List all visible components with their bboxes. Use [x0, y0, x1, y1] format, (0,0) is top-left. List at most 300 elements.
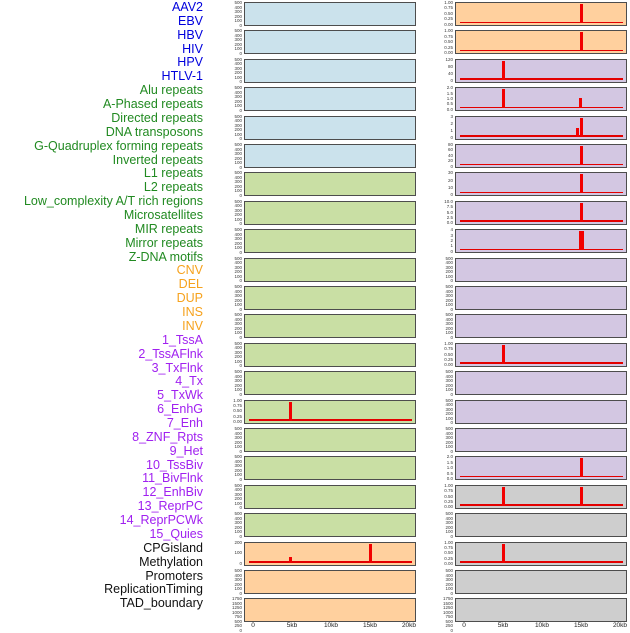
x-axis-label-col2-20kb: 20kb [612, 622, 628, 629]
y-tick-label: 400 [234, 203, 242, 209]
y-tick-label: 30 [447, 170, 453, 176]
y-tick-label: 500 [234, 511, 242, 517]
density-spike [369, 544, 372, 563]
row-label-7-enh: 7_Enh [166, 415, 203, 430]
y-tick-label: 300 [234, 520, 242, 526]
density-spike [502, 544, 505, 563]
y-tick-label: 20 [447, 177, 453, 183]
y-tick-label: 0 [239, 221, 242, 227]
y-tick-label: 40 [447, 71, 453, 77]
y-tick-label: 500 [234, 255, 242, 261]
density-baseline [460, 192, 623, 194]
y-tick-label: 100 [445, 444, 453, 449]
y-axis-ticks-hiv [210, 86, 242, 112]
row-label-mirror-repeats: Mirror repeats [125, 235, 203, 250]
y-tick-label: 500 [234, 113, 242, 119]
y-tick-label: 1000 [442, 609, 453, 615]
y-tick-label: 0.75 [444, 5, 453, 11]
y-tick-label: 200 [234, 269, 242, 275]
y-tick-label: 0 [239, 627, 242, 633]
density-track-5-txwk [455, 172, 627, 196]
y-axis-ticks-alu-repeats [210, 171, 242, 197]
row-label-12-enhbiv: 12_EnhBiv [142, 485, 203, 500]
density-track-12-enhbiv [455, 371, 627, 395]
y-tick-label: 0.25 [444, 44, 453, 50]
density-track-tad-boundary [455, 598, 627, 622]
row-label-8-znf-rpts: 8_ZNF_Rpts [132, 429, 203, 444]
y-tick-label: 60 [447, 147, 453, 153]
y-tick-label: 0.25 [233, 413, 242, 419]
y-tick-label: 400 [234, 89, 242, 95]
row-label-tad-boundary: TAD_boundary [119, 596, 203, 611]
y-axis-ticks-htlv-1 [210, 143, 242, 169]
y-tick-label: 200 [234, 155, 242, 161]
row-label-1-tssa: 1_TssA [162, 332, 203, 347]
y-tick-label: 500 [445, 397, 453, 403]
y-tick-label: 0.00 [444, 504, 453, 510]
density-baseline [460, 504, 623, 506]
y-tick-label: 100 [234, 131, 242, 137]
y-tick-label: 500 [234, 454, 242, 460]
density-baseline [460, 107, 623, 109]
density-baseline [460, 362, 623, 364]
y-tick-label: 200 [445, 439, 453, 445]
y-tick-label: 100 [234, 550, 242, 556]
y-tick-label: 300 [445, 435, 453, 440]
density-spike [580, 118, 583, 137]
y-tick-label: 250 [234, 623, 242, 629]
row-label-low-complexity-a-t-rich-regions: Low_complexity A/T rich regions [23, 194, 203, 209]
y-axis-ticks-6-enhg [421, 200, 453, 226]
y-tick-label: 2.0 [446, 85, 453, 91]
density-spike [502, 345, 505, 364]
y-tick-label: 300 [445, 406, 453, 412]
y-tick-label: 0 [450, 191, 453, 197]
y-tick-label: 0.25 [444, 498, 453, 504]
y-tick-label: 100 [234, 472, 242, 478]
y-tick-label: 500 [234, 340, 242, 346]
y-tick-label: 400 [234, 260, 242, 266]
y-tick-label: 0 [450, 278, 453, 284]
y-axis-ticks-1-tssa [421, 58, 453, 84]
y-tick-label: 0.5 [446, 101, 453, 107]
y-tick-label: 1.00 [444, 340, 453, 346]
y-tick-label: 0.75 [444, 544, 453, 550]
y-tick-label: 0.50 [444, 39, 453, 45]
y-tick-label: 400 [234, 316, 242, 322]
y-axis-ticks-7-enh [421, 228, 453, 254]
y-tick-label: 3 [450, 113, 453, 119]
y-tick-label: 100 [234, 188, 242, 194]
y-tick-label: 1.00 [444, 539, 453, 545]
density-track-hiv [244, 87, 416, 111]
y-tick-label: 0 [239, 249, 242, 255]
y-tick-label: 100 [234, 387, 242, 393]
y-tick-label: 300 [234, 207, 242, 213]
density-baseline [460, 220, 623, 222]
y-tick-label: 300 [234, 293, 242, 298]
row-label-methylation: Methylation [139, 554, 203, 569]
y-tick-label: 100 [234, 586, 242, 591]
x-axis-label-col2-5kb: 5kb [497, 622, 509, 629]
y-tick-label: 0 [239, 50, 242, 56]
row-label-directed-repeats: Directed repeats [111, 110, 203, 125]
y-tick-label: 0.00 [444, 362, 453, 368]
y-tick-label: 0 [239, 79, 242, 85]
y-tick-label: 500 [234, 568, 242, 573]
y-tick-label: 1750 [442, 596, 453, 602]
density-baseline [460, 476, 623, 478]
y-tick-label: 200 [234, 467, 242, 473]
density-baseline [460, 50, 623, 52]
density-track-alu-repeats [244, 172, 416, 196]
y-tick-label: 200 [445, 411, 453, 417]
y-tick-label: 500 [234, 227, 242, 233]
y-tick-label: 500 [234, 312, 242, 318]
y-tick-label: 100 [445, 330, 453, 336]
y-axis-ticks-8-znf-rpts [421, 257, 453, 283]
y-tick-label: 0 [450, 420, 453, 426]
y-axis-ticks-hpv [210, 115, 242, 141]
y-tick-label: 1.00 [233, 397, 242, 403]
density-track-cpgisland [455, 485, 627, 509]
row-label-ins: INS [182, 305, 203, 320]
y-tick-label: 200 [234, 382, 242, 388]
y-tick-label: 200 [234, 297, 242, 303]
density-track-cnv [244, 542, 416, 566]
y-tick-label: 100 [445, 273, 453, 279]
y-tick-label: 500 [234, 284, 242, 289]
y-tick-label: 0.00 [444, 49, 453, 55]
density-track-low-complexity-a-t-rich-regions [244, 400, 416, 424]
y-tick-label: 300 [234, 463, 242, 469]
y-tick-label: 200 [445, 382, 453, 388]
y-tick-label: 500 [445, 284, 453, 289]
row-label-dna-transposons: DNA transposons [105, 124, 203, 139]
y-tick-label: 300 [234, 491, 242, 497]
y-tick-label: 500 [445, 255, 453, 261]
row-label-inverted-repeats: Inverted repeats [112, 152, 203, 167]
density-spike [289, 402, 292, 421]
y-tick-label: 100 [234, 444, 242, 449]
y-tick-label: 400 [445, 260, 453, 266]
density-baseline [460, 561, 623, 563]
y-axis-ticks-hbv [210, 58, 242, 84]
y-tick-label: 400 [234, 61, 242, 67]
density-spike [502, 487, 505, 506]
x-axis-label-col1-0: 0 [251, 622, 255, 629]
y-tick-label: 200 [445, 325, 453, 331]
y-tick-label: 1250 [442, 605, 453, 611]
y-tick-label: 0 [239, 448, 242, 454]
y-tick-label: 300 [445, 520, 453, 526]
y-tick-label: 500 [445, 511, 453, 517]
density-track-ins [455, 2, 627, 26]
y-axis-ticks-tad-boundary [421, 596, 453, 633]
density-spike [580, 203, 583, 222]
density-track-g-quadruplex-forming-repeats [244, 286, 416, 310]
y-tick-label: 500 [234, 426, 242, 431]
density-track-14-reprpcwk [455, 428, 627, 452]
y-tick-label: 0.25 [444, 555, 453, 561]
density-track-mirror-repeats [244, 485, 416, 509]
y-tick-label: 400 [234, 487, 242, 493]
density-baseline [460, 164, 623, 166]
y-tick-label: 400 [234, 146, 242, 152]
y-tick-label: 400 [234, 174, 242, 180]
row-label-hbv: HBV [177, 27, 203, 42]
y-tick-label: 2 [450, 120, 453, 126]
row-label-promoters: Promoters [145, 568, 203, 583]
y-tick-label: 400 [445, 402, 453, 408]
y-tick-label: 1.00 [444, 0, 453, 5]
y-tick-label: 200 [445, 581, 453, 587]
row-label-5-txwk: 5_TxWk [157, 388, 203, 403]
y-tick-label: 400 [234, 288, 242, 294]
y-tick-label: 0.75 [233, 402, 242, 408]
y-axis-ticks-4-tx [421, 143, 453, 169]
y-tick-label: 0.0 [446, 475, 453, 481]
row-label-mir-repeats: MIR repeats [134, 221, 203, 236]
y-tick-label: 200 [234, 354, 242, 360]
y-axis-ticks-microsatellites [210, 427, 242, 453]
density-track-hpv [244, 116, 416, 140]
y-tick-label: 200 [234, 212, 242, 218]
y-tick-label: 0.75 [444, 33, 453, 39]
y-tick-label: 120 [445, 56, 453, 62]
y-tick-label: 3 [450, 232, 453, 238]
y-tick-label: 0 [239, 278, 242, 284]
y-tick-label: 10 [447, 184, 453, 190]
row-label-11-bivflnk: 11_BivFlnk [142, 471, 203, 486]
y-tick-label: 300 [234, 94, 242, 100]
y-tick-label: 0 [450, 78, 453, 84]
y-tick-label: 100 [234, 46, 242, 52]
y-tick-label: 0.50 [233, 408, 242, 414]
y-tick-label: 300 [234, 349, 242, 355]
y-tick-label: 0.5 [446, 470, 453, 476]
y-axis-ticks-12-enhbiv [421, 370, 453, 396]
y-axis-ticks-promoters [421, 541, 453, 567]
y-tick-label: 200 [234, 183, 242, 189]
y-axis-ticks-15-quies [421, 455, 453, 481]
y-axis-ticks-aav2 [210, 1, 242, 27]
y-tick-label: 200 [234, 524, 242, 530]
y-tick-label: 200 [234, 496, 242, 502]
x-axis-label-col1-5kb: 5kb [286, 622, 298, 629]
y-tick-label: 100 [234, 245, 242, 251]
y-axis-ticks-3-txflnk [421, 115, 453, 141]
y-axis-ticks-dup [210, 596, 242, 633]
y-tick-label: 0.00 [444, 21, 453, 27]
y-tick-label: 1000 [231, 609, 242, 615]
y-tick-label: 0 [450, 135, 453, 141]
y-tick-label: 1750 [231, 596, 242, 602]
density-track-l1-repeats [244, 343, 416, 367]
row-label-cnv: CNV [176, 263, 203, 278]
y-tick-label: 300 [234, 37, 242, 43]
y-axis-ticks-cnv [210, 541, 242, 567]
y-tick-label: 0 [450, 533, 453, 539]
y-axis-ticks-11-bivflnk [421, 342, 453, 368]
y-tick-label: 300 [234, 179, 242, 185]
y-tick-label: 500 [445, 568, 453, 573]
y-tick-label: 100 [234, 529, 242, 535]
y-tick-label: 200 [234, 581, 242, 587]
density-track-a-phased-repeats [244, 201, 416, 225]
y-tick-label: 400 [234, 458, 242, 464]
density-baseline [460, 22, 623, 24]
y-axis-ticks-del [210, 569, 242, 595]
x-axis-label-col2-15kb: 15kb [573, 622, 589, 629]
y-tick-label: 0 [239, 561, 242, 567]
y-tick-label: 400 [234, 118, 242, 124]
y-tick-label: 0.50 [444, 351, 453, 357]
y-tick-label: 400 [445, 373, 453, 379]
y-tick-label: 300 [234, 435, 242, 440]
y-axis-ticks-g-quadruplex-forming-repeats [210, 285, 242, 311]
row-label-aav2: AAV2 [171, 0, 203, 14]
row-label-replicationtiming: ReplicationTiming [104, 582, 203, 597]
y-tick-label: 0 [450, 627, 453, 633]
y-axis-ticks-mir-repeats [210, 455, 242, 481]
y-tick-label: 1500 [442, 600, 453, 606]
y-tick-label: 100 [445, 529, 453, 535]
y-tick-label: 300 [445, 378, 453, 384]
y-tick-label: 0.25 [444, 356, 453, 362]
y-tick-label: 0.0 [446, 106, 453, 112]
y-tick-label: 100 [234, 273, 242, 279]
y-tick-label: 0 [239, 476, 242, 482]
y-axis-ticks-dna-transposons [210, 257, 242, 283]
row-label-l1-repeats: L1 repeats [143, 166, 203, 181]
density-spike [502, 61, 505, 80]
y-tick-label: 0.00 [444, 561, 453, 567]
row-label-15-quies: 15_Quies [149, 526, 203, 541]
density-track-2-tssaflnk [455, 87, 627, 111]
y-tick-label: 400 [445, 572, 453, 578]
y-tick-label: 200 [234, 41, 242, 47]
y-axis-ticks-10-tssbiv [421, 313, 453, 339]
row-label-2-tssaflnk: 2_TssAFlnk [138, 346, 203, 361]
density-track-hbv [244, 59, 416, 83]
y-tick-label: 400 [234, 430, 242, 436]
y-axis-ticks-13-reprpc [421, 399, 453, 425]
density-baseline [460, 135, 623, 137]
density-track-methylation [455, 513, 627, 537]
y-tick-label: 7.5 [446, 204, 453, 210]
y-tick-label: 100 [445, 415, 453, 421]
row-label-microsatellites: Microsatellites [123, 207, 203, 222]
y-tick-label: 20 [447, 158, 453, 164]
density-spike [579, 231, 584, 250]
y-axis-ticks-9-het [421, 285, 453, 311]
y-tick-label: 100 [234, 103, 242, 109]
y-tick-label: 100 [234, 302, 242, 307]
y-tick-label: 500 [234, 618, 242, 624]
y-axis-ticks-2-tssaflnk [421, 86, 453, 112]
y-tick-label: 0 [450, 590, 453, 596]
y-tick-label: 400 [445, 430, 453, 436]
y-tick-label: 300 [234, 65, 242, 71]
y-tick-label: 400 [234, 4, 242, 10]
y-tick-label: 300 [234, 151, 242, 156]
y-tick-label: 0.75 [444, 346, 453, 352]
row-label-3-txflnk: 3_TxFlnk [151, 360, 203, 375]
y-tick-label: 300 [445, 577, 453, 582]
y-axis-ticks-14-reprpcwk [421, 427, 453, 453]
density-track-del [244, 570, 416, 594]
y-axis-ticks-5-txwk [421, 171, 453, 197]
y-tick-label: 400 [445, 515, 453, 521]
density-track-promoters [455, 542, 627, 566]
y-tick-label: 500 [234, 198, 242, 204]
y-axis-ticks-directed-repeats [210, 228, 242, 254]
y-tick-label: 300 [445, 264, 453, 270]
y-tick-label: 10.0 [444, 198, 453, 204]
y-tick-label: 200 [234, 70, 242, 76]
y-axis-ticks-z-dna-motifs [210, 512, 242, 538]
y-tick-label: 0 [450, 391, 453, 397]
density-spike [579, 98, 582, 108]
y-tick-label: 300 [445, 321, 453, 327]
density-track-15-quies [455, 456, 627, 480]
density-track-inv [455, 30, 627, 54]
y-tick-label: 4 [450, 227, 453, 233]
row-label-14-reprpcwk: 14_ReprPCWk [119, 513, 203, 528]
y-tick-label: 80 [447, 142, 453, 147]
row-label-ebv: EBV [177, 13, 203, 28]
row-label-l2-repeats: L2 repeats [143, 180, 203, 195]
density-baseline [249, 419, 412, 421]
density-spike [580, 458, 583, 477]
y-tick-label: 2.5 [446, 214, 453, 220]
density-track-13-reprpc [455, 400, 627, 424]
y-tick-label: 400 [234, 32, 242, 38]
y-tick-label: 400 [445, 316, 453, 322]
y-tick-label: 500 [234, 0, 242, 5]
y-tick-label: 1.00 [444, 28, 453, 34]
density-track-10-tssbiv [455, 314, 627, 338]
density-track-7-enh [455, 229, 627, 253]
density-track-6-enhg [455, 201, 627, 225]
density-track-dna-transposons [244, 258, 416, 282]
y-tick-label: 300 [234, 122, 242, 128]
y-axis-ticks-methylation [421, 512, 453, 538]
density-spike [580, 4, 583, 23]
y-tick-label: 0.50 [444, 493, 453, 499]
density-track-dup [244, 598, 416, 622]
y-tick-label: 0 [239, 533, 242, 539]
y-tick-label: 750 [234, 614, 242, 620]
y-tick-label: 0 [239, 306, 242, 312]
y-tick-label: 100 [445, 302, 453, 307]
row-label-g-quadruplex-forming-repeats: G-Quadruplex forming repeats [34, 138, 203, 153]
density-spike [289, 557, 292, 563]
y-tick-label: 400 [234, 231, 242, 237]
y-tick-label: 200 [234, 13, 242, 19]
row-label-4-tx: 4_Tx [175, 374, 203, 389]
density-baseline [249, 561, 412, 563]
y-axis-ticks-a-phased-repeats [210, 200, 242, 226]
y-tick-label: 0.50 [444, 550, 453, 556]
y-tick-label: 200 [234, 98, 242, 104]
y-tick-label: 100 [234, 74, 242, 80]
density-track-microsatellites [244, 428, 416, 452]
row-label-del: DEL [178, 277, 203, 292]
density-spike [580, 487, 583, 506]
y-axis-ticks-replicationtiming [421, 569, 453, 595]
